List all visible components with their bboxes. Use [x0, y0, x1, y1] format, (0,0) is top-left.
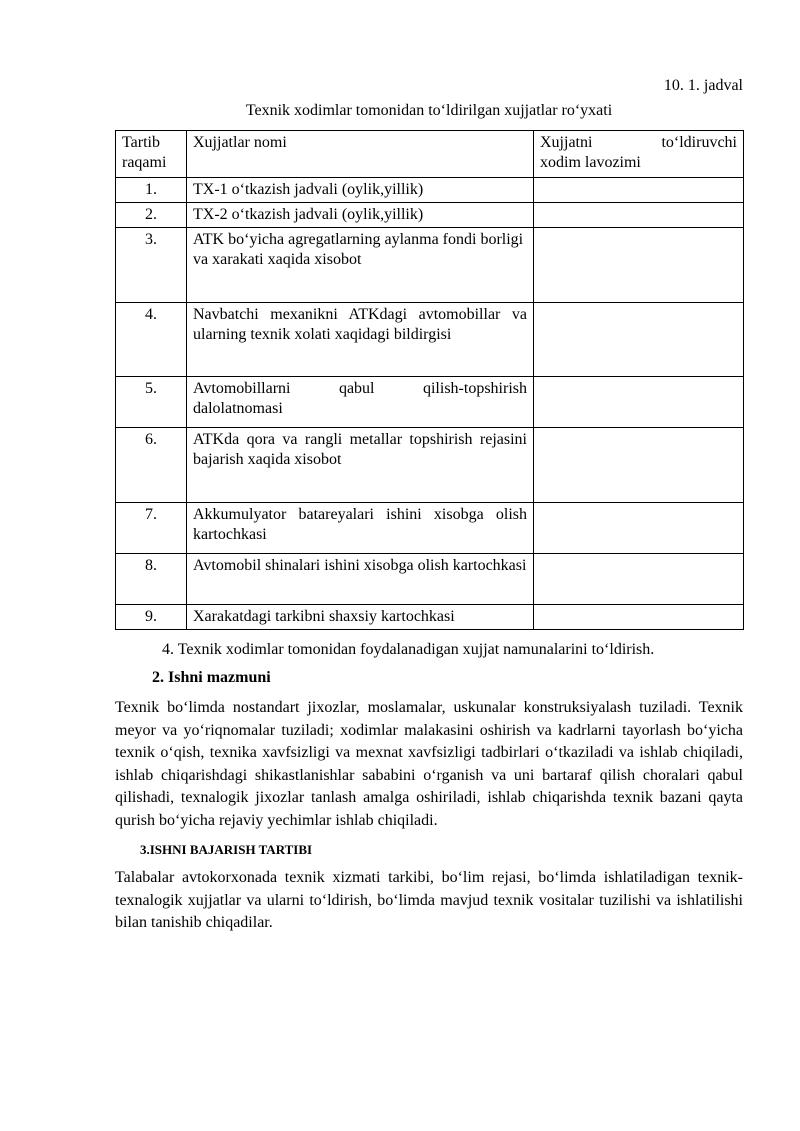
- row-filler-position: [534, 604, 744, 629]
- table-row: [116, 177, 744, 202]
- row-filler-position: [534, 427, 744, 502]
- table-caption: Texnik xodimlar tomonidan to‘ldirilgan xujjatlar ro‘yxati: [245, 101, 613, 119]
- section-2-heading: 2. Ishni mazmuni: [152, 669, 271, 687]
- header-document-name: Xujjatlar nomi: [187, 130, 534, 177]
- row-number: 7.: [116, 502, 187, 553]
- row-number: 9.: [116, 604, 187, 629]
- row-filler-position: [534, 177, 744, 202]
- row-number: 2.: [116, 202, 187, 227]
- row-document-name: ATKda qora va rangli metallar topshirish rejasini bajarish xaqida xisobot: [187, 427, 534, 502]
- table-reference: 10. 1. jadval: [663, 77, 743, 94]
- row-document-name: Navbatchi mexanikni ATKdagi avtomobillar va ularning texnik xolati xaqidagi bildirgisi: [187, 302, 534, 376]
- row-filler-position: [534, 553, 744, 604]
- header-filler-position-word1: Xujjatni: [540, 133, 593, 151]
- row-number: 4.: [116, 302, 187, 376]
- row-document-name: ATK bo‘yicha agregatlarning aylanma fondi borligi va xarakati xaqida xisobot: [187, 227, 534, 302]
- row-document-name: TX-1 o‘tkazish jadvali (oylik,yillik): [187, 177, 534, 202]
- row-number: 6.: [116, 427, 187, 502]
- table-row: [116, 553, 744, 604]
- documents-table: [115, 130, 744, 630]
- row-filler-position: [534, 227, 744, 302]
- header-filler-position-word2: to‘ldiruvchi: [661, 133, 737, 151]
- table-row: [116, 502, 744, 553]
- header-filler-position-line2: xodim lavozimi: [540, 153, 641, 171]
- table-row: [116, 227, 744, 302]
- table-row: [116, 427, 744, 502]
- document-page: [115, 76, 743, 935]
- row-document-name: Xarakatdagi tarkibni shaxsiy kartochkasi: [187, 604, 534, 629]
- table-header-row: [116, 130, 744, 177]
- row-filler-position: [534, 202, 744, 227]
- header-order-number: Tartib raqami: [116, 130, 187, 177]
- row-number: 1.: [116, 177, 187, 202]
- header-filler-position: [534, 130, 744, 177]
- table-row: [116, 376, 744, 427]
- row-document-name: Akkumulyator batareyalari ishini xisobga olish kartochkasi: [187, 502, 534, 553]
- row-filler-position: [534, 502, 744, 553]
- row-document-name: Avtomobil shinalari ishini xisobga olish kartochkasi: [187, 553, 534, 604]
- section-3-paragraph: Talabalar avtokorxonada texnik xizmati tarkibi, bo‘lim rejasi, bo‘limda ishlatiladigan texnik- texnalogik xujjatlar va ularni to‘ldirish, bo‘limda mavjud texnik vositalar tuzilishi va ishlatilishi bilan tanishib chiqadilar.: [115, 869, 743, 932]
- table-row: [116, 302, 744, 376]
- row-number: 3.: [116, 227, 187, 302]
- row-document-name: Avtomobillarni qabul qilish-topshirish dalolatnomasi: [187, 376, 534, 427]
- row-number: 8.: [116, 553, 187, 604]
- section-2-paragraph: Texnik bo‘limda nostandart jixozlar, moslamalar, uskunalar konstruksiyalash tuziladi. Texnik meyor va yo‘riqnomalar tuziladi; xodimlar malakasini oshirish va kadrlarni tayorlash bo‘yicha texnik o‘qish, texnika xavfsizligi va mexnat xavfsizligi tadbirlari o‘tkaziladi va ishlab chiqiladi, ishlab chiqarishdagi shikastlanishlar sababini o‘rganish va uni bartaraf qilish choralari qabul qilishadi, texnalogik jixozlar tanlash amalga oshiriladi, ishlab chiqarishda texnik bazani qayta qurish bo‘yicha rejaviy yechimlar ishlab chiqiladi.: [115, 699, 743, 829]
- table-row: [116, 604, 744, 629]
- row-filler-position: [534, 376, 744, 427]
- task-item-4: 4. Texnik xodimlar tomonidan foydalanadigan xujjat namunalarini to‘ldirish.: [162, 640, 655, 658]
- table-row: [116, 202, 744, 227]
- row-filler-position: [534, 302, 744, 376]
- row-number: 5.: [116, 376, 187, 427]
- section-3-heading: 3.ISHNI BAJARISH TARTIBI: [140, 842, 313, 858]
- row-document-name: TX-2 o‘tkazish jadvali (oylik,yillik): [187, 202, 534, 227]
